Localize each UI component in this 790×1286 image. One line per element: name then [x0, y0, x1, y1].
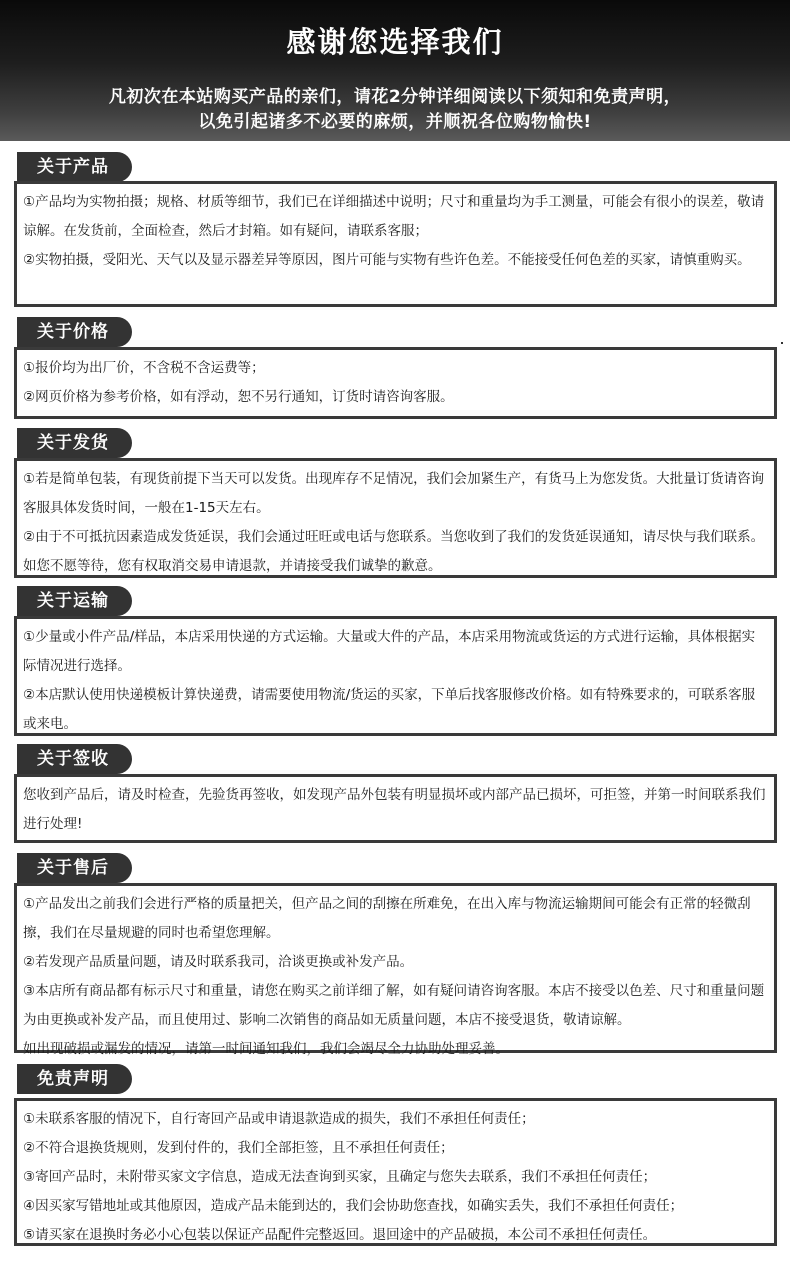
paragraph: ⑤请买家在退换时务必小心包装以保证产品配件完整返回。退回途中的产品破损，本公司不承担任何责任。	[23, 1227, 657, 1243]
paragraph: ②若发现产品质量问题，请及时联系我司，洽谈更换或补发产品。	[23, 954, 414, 970]
paragraph: ①产品均为实物拍摄；规格、材质等细节，我们已在详细描述中说明；尺寸和重量均为手工测量，可能会有很小的误差，敬请谅解。在发货前，全面检查，然后才封箱。如有疑问，请联系客服；	[23, 194, 765, 239]
paragraph: ②实物拍摄，受阳光、天气以及显示器差异等原因，图片可能与实物有些许色差。不能接受任何色差的买家，请慎重购买。	[23, 252, 751, 268]
paragraph: ③寄回产品时，未附带买家文字信息，造成无法查询到买家，且确定与您失去联系，我们不承担任何责任；	[23, 1169, 657, 1185]
paragraph: ②本店默认使用快递模板计算快递费，请需要使用物流/货运的买家，下单后找客服修改价格。如有特殊要求的，可联系客服或来电。	[23, 687, 756, 732]
paragraph: ①报价均为出厂价，不含税不含运费等；	[23, 360, 265, 376]
section-title: 关于产品	[17, 152, 132, 182]
section-title: 关于价格	[17, 317, 132, 347]
paragraph: ②不符合退换货规则，发到付件的，我们全部拒签，且不承担任何责任；	[23, 1140, 454, 1156]
paragraph: ①少量或小件产品/样品，本店采用快递的方式运输。大量或大件的产品，本店采用物流或货运的方式进行运输，具体根据实际情况进行选择。	[23, 629, 756, 674]
paragraph: ①未联系客服的情况下，自行寄回产品或申请退款造成的损失，我们不承担任何责任；	[23, 1111, 535, 1127]
paragraph: ②由于不可抵抗因素造成发货延误，我们会通过旺旺或电话与您联系。当您收到了我们的发货延误通知，请尽快与我们联系。如您不愿等待，您有权取消交易申请退款，并请接受我们诚挚的歉意。	[23, 529, 765, 574]
page-title: 感谢您选择我们	[286, 25, 504, 59]
intro-line-1: 凡初次在本站购买产品的亲们，请花2分钟详细阅读以下须知和免责声明，	[108, 87, 682, 107]
section-title: 关于售后	[17, 853, 132, 883]
intro-line-2: 以免引起诸多不必要的麻烦，并顺祝各位购物愉快!	[198, 112, 592, 132]
section-title: 关于签收	[17, 744, 132, 774]
section-content	[14, 883, 777, 1057]
paragraph: 您收到产品后，请及时检查，先验货再签收，如发现产品外包装有明显损坏或内部产品已损坏，可拒签，并第一时间联系我们进行处理!	[23, 787, 766, 832]
paragraph: 如出现破损或漏发的情况，请第一时间通知我们，我们会竭尽全力协助处理妥善。	[23, 1041, 509, 1057]
header-banner	[0, 0, 790, 141]
paragraph: ④因买家写错地址或其他原因，造成产品未能到达的，我们会协助您查找，如确实丢失，我们不承担任何责任；	[23, 1198, 684, 1214]
section-content	[14, 1098, 777, 1246]
paragraph: ①若是简单包装，有现货前提下当天可以发货。出现库存不足情况，我们会加紧生产，有货马上为您发货。大批量订货请咨询客服具体发货时间，一般在1-15天左右。	[23, 471, 765, 516]
section-title: 关于发货	[17, 428, 132, 458]
section-title: 关于运输	[17, 586, 132, 616]
stray-dot	[781, 342, 783, 344]
paragraph: ②网页价格为参考价格，如有浮动，恕不另行通知，订货时请咨询客服。	[23, 389, 454, 405]
section-content	[14, 458, 777, 578]
section-content	[14, 616, 777, 736]
section-content	[14, 774, 777, 843]
paragraph: ③本店所有商品都有标示尺寸和重量，请您在购买之前详细了解，如有疑问请咨询客服。本店不接受以色差、尺寸和重量问题为由更换或补发产品，而且使用过、影响二次销售的商品如无质量问题，本店不接受退货，敬请谅解。	[23, 983, 765, 1028]
section-content	[14, 347, 777, 419]
section-content	[14, 181, 777, 307]
paragraph: ①产品发出之前我们会进行严格的质量把关，但产品之间的刮擦在所难免，在出入库与物流运输期间可能会有正常的轻微刮擦，我们在尽量规避的同时也希望您理解。	[23, 896, 751, 941]
section-title: 免责声明	[17, 1064, 132, 1094]
